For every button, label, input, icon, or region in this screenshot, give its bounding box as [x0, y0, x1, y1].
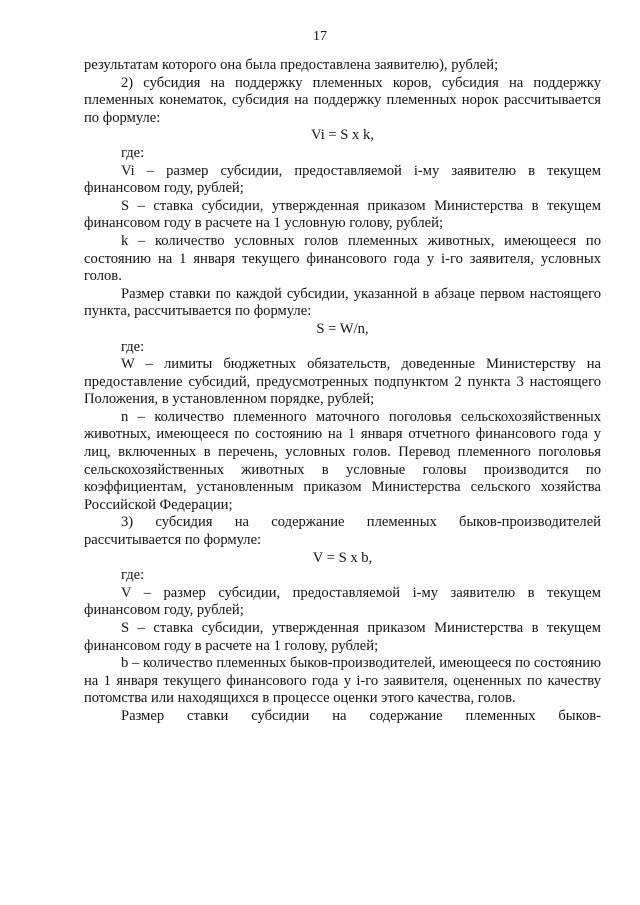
paragraph: Размер ставки субсидии на содержание племенных быков-	[121, 707, 601, 724]
paragraph: результатам которого она была предоставлена заявителю), рублей;	[84, 57, 499, 73]
paragraph: S – ставка субсидии, утвержденная приказом Министерства в текущем финансовом году в расчете на 1 голову, рублей;	[84, 620, 601, 654]
paragraph: 3) субсидия на содержание племенных быков-производителей рассчитывается по формуле:	[84, 514, 601, 549]
page-number: 17	[313, 29, 327, 44]
formula: V = S x b,	[312, 549, 373, 566]
paragraph: W – лимиты бюджетных обязательств, доведенные Министерству на предоставление субсидий, предусмотренных подпунктом 2 пункта 3 настоящего Положения, в установленном порядке, рублей;	[84, 356, 601, 408]
paragraph: Размер ставки по каждой субсидии, указанной в абзаце первом настоящего пункта, рассчитывается по формуле:	[84, 285, 601, 320]
document-body	[84, 57, 601, 726]
paragraph: 2) субсидия на поддержку племенных коров, субсидия на поддержку племенных конематок, субсидия на поддержку племенных норок рассчитывается по формуле:	[84, 74, 601, 126]
formula: S = W/n,	[316, 320, 369, 337]
paragraph: V – размер субсидии, предоставляемой i-му заявителю в текущем финансовом году, рублей;	[84, 584, 601, 619]
paragraph-where: где:	[121, 338, 145, 355]
paragraph-where: где:	[121, 567, 145, 584]
paragraph: b – количество племенных быков-производителей, имеющееся по состоянию на 1 января текущего финансового года у i-го заявителя, оцененных по качеству потомства или находящихся в процессе оценки этого качества, голов.	[84, 655, 601, 707]
paragraph: S – ставка субсидии, утвержденная приказом Министерства в текущем финансовом году в расчете на 1 условную голову, рублей;	[84, 197, 601, 232]
formula: Vi = S x k,	[311, 127, 374, 144]
paragraph-where: где:	[121, 144, 145, 161]
paragraph: Vi – размер субсидии, предоставляемой i-му заявителю в текущем финансовом году, рублей;	[84, 162, 601, 197]
paragraph: n – количество племенного маточного поголовья сельскохозяйственных животных, имеющееся по состоянию на 1 января отчетного финансового года у лиц, включенных в перечень, условных голов. Перевод племенного поголовья сельскохозяйственных животных в условные головы производится по коэффициентам, установленным приказом Министерства сельского хозяйства Российской Федерации;	[84, 408, 601, 513]
paragraph: k – количество условных голов племенных животных, имеющееся по состоянию на 1 января текущего финансового года у i-го заявителя, условных голов.	[84, 232, 601, 285]
